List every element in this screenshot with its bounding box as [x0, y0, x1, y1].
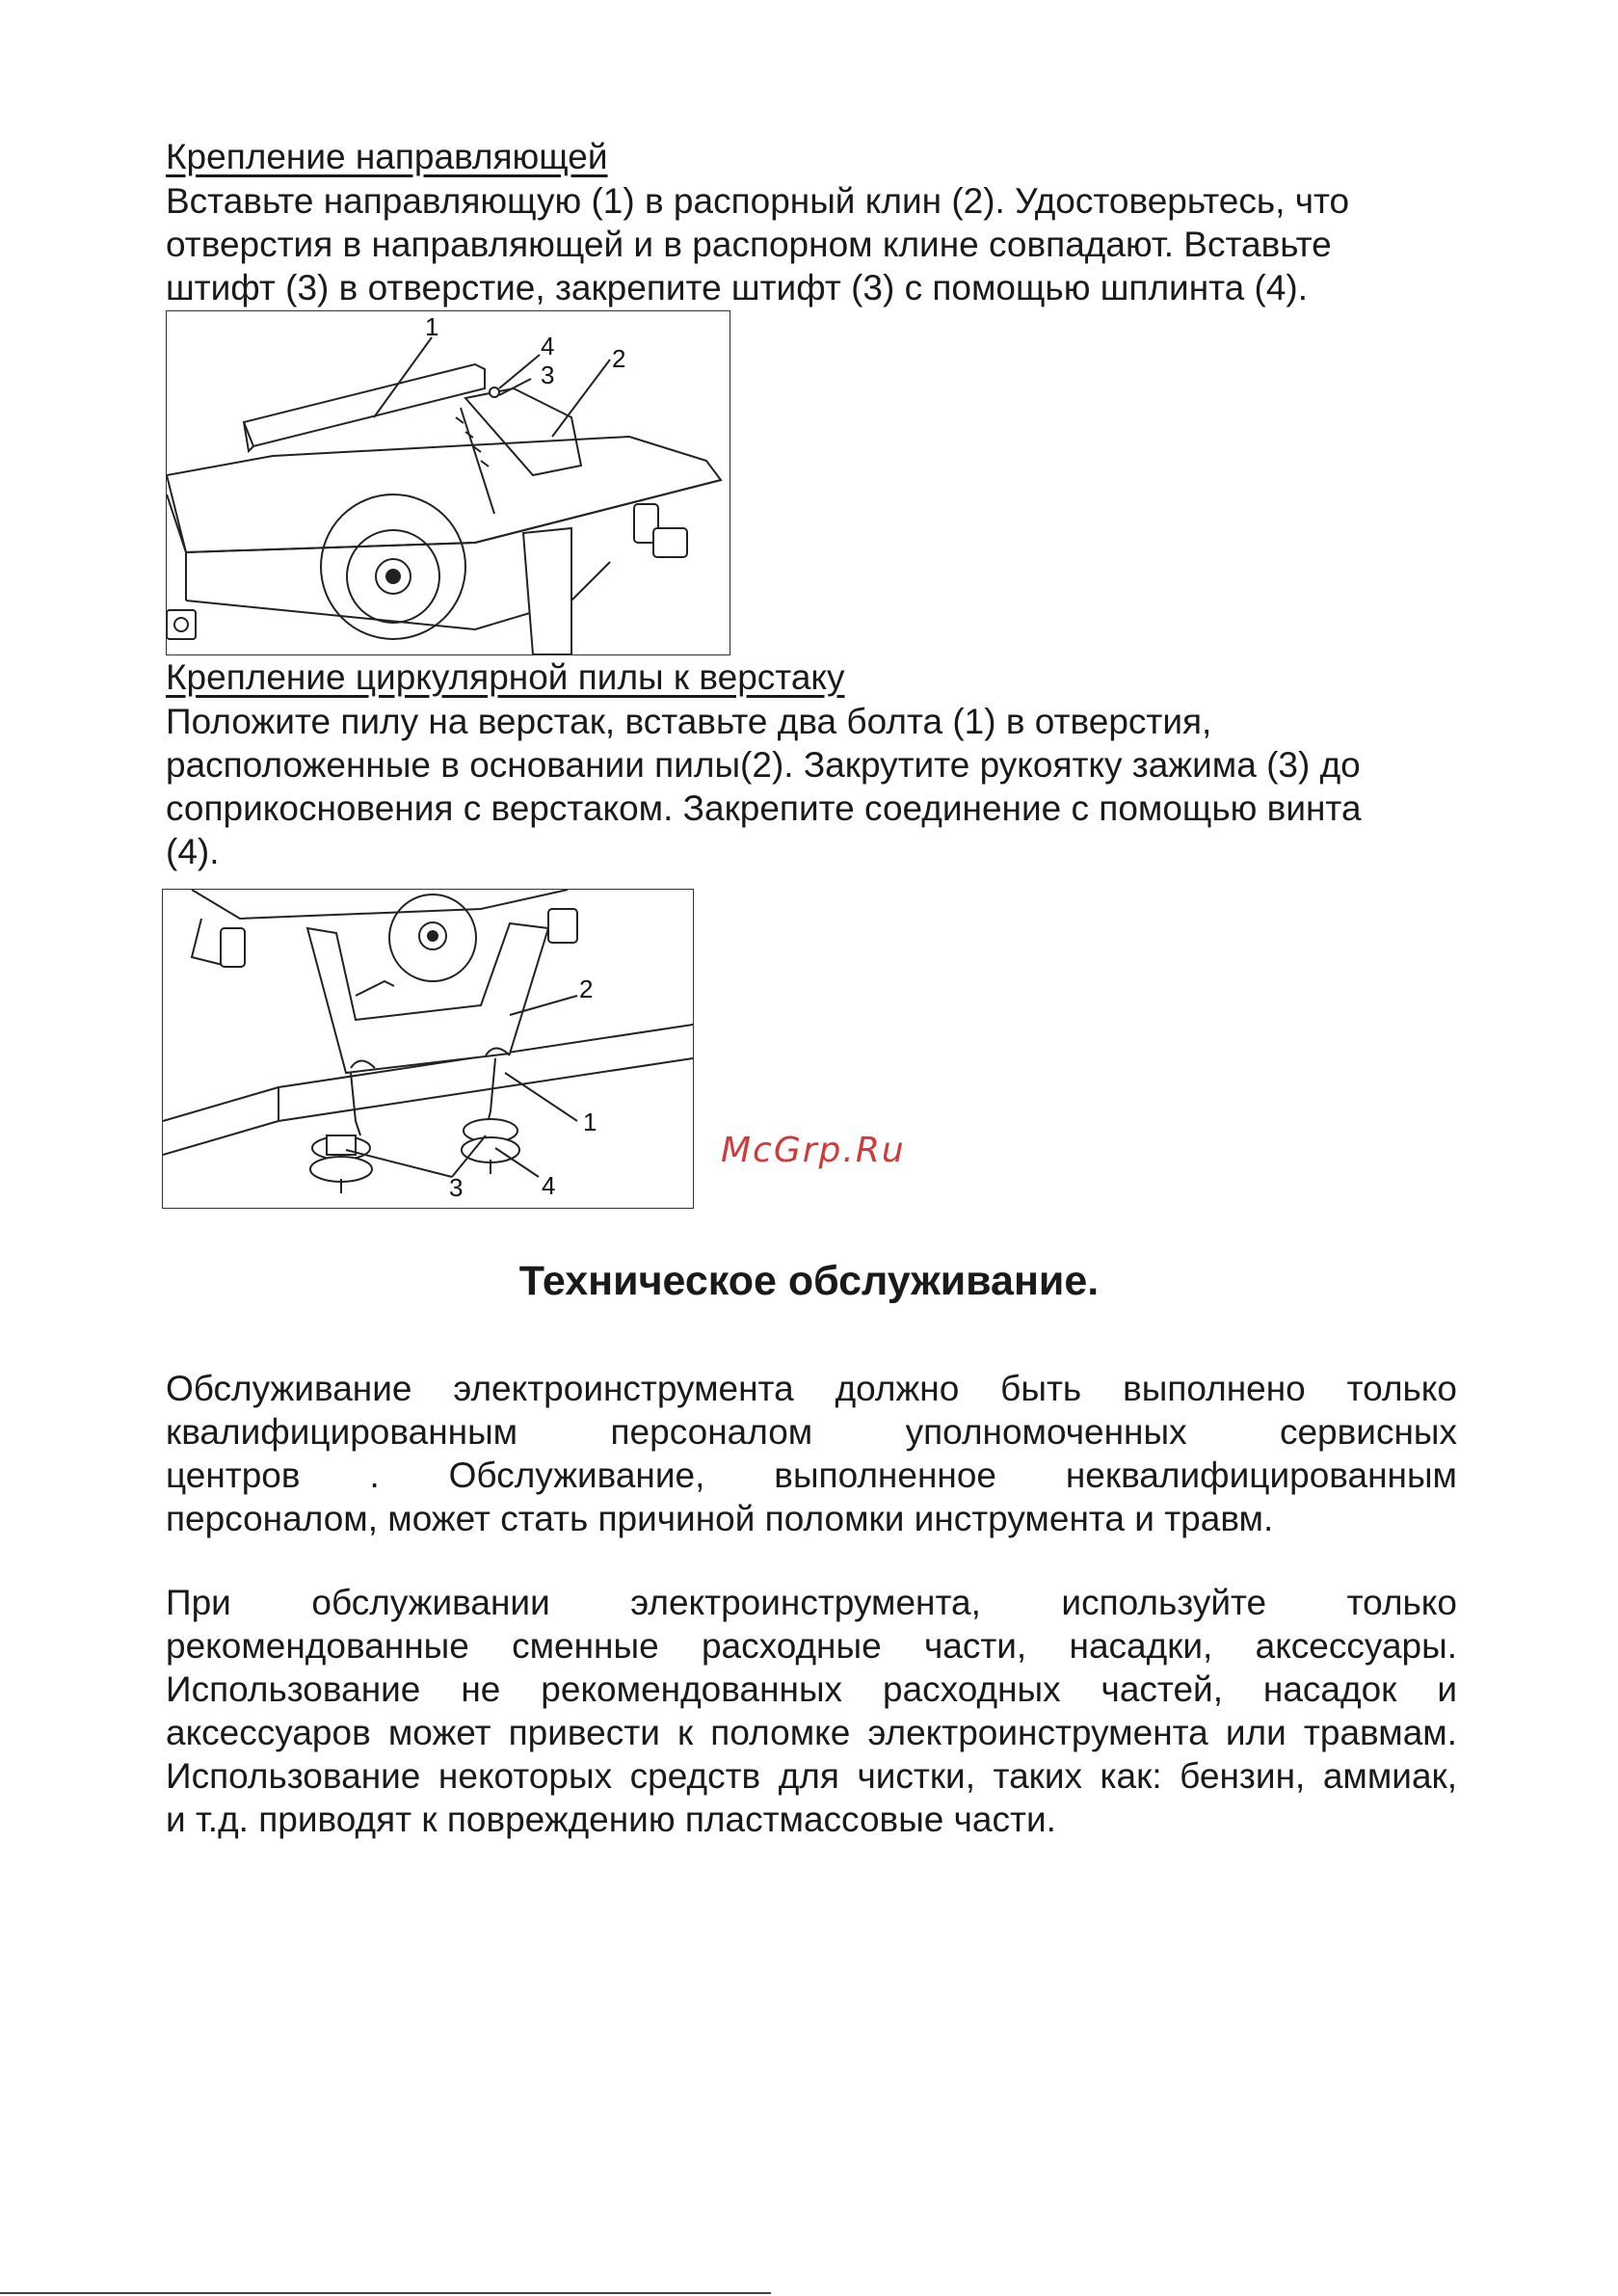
- text-line: расположенные в основании пилы(2). Закрутите рукоятку зажима (3) до: [166, 745, 1361, 785]
- figure-label: 2: [579, 974, 594, 1003]
- maintenance-paragraph-1: [166, 1367, 1457, 1540]
- text-line: персоналом, может стать причиной поломки инструмента и травм.: [166, 1499, 1274, 1538]
- figure-label: 2: [612, 344, 626, 373]
- watermark: McGrp.Ru: [721, 1131, 906, 1170]
- text-line: Использование некоторых средств для чистки, таких как: бензин, аммиак,: [166, 1756, 1457, 1796]
- section-workbench-mounting: [166, 655, 1457, 873]
- maintenance-paragraph-2: [166, 1581, 1457, 1841]
- figure-label: 4: [542, 1171, 556, 1200]
- section-text-guide: [166, 179, 1457, 309]
- text-line: (4).: [166, 832, 220, 871]
- text-line: Положите пилу на верстак, вставьте два болта (1) в отверстия,: [166, 702, 1212, 741]
- text-line: Вставьте направляющую (1) в распорный клин (2). Удостоверьтесь, что: [166, 181, 1350, 221]
- text-line: Использование не рекомендованных расходных частей, насадок и: [166, 1669, 1457, 1709]
- figure-label: 4: [541, 332, 555, 360]
- section-text-workbench: [166, 700, 1457, 873]
- figure-label: 3: [449, 1173, 464, 1202]
- section-heading-workbench: Крепление циркулярной пилы к верстаку: [166, 657, 845, 697]
- workbench-mounting-illustration: [163, 890, 693, 1208]
- text-line: рекомендованные сменные расходные части, насадки, аксессуары.: [166, 1626, 1457, 1666]
- section-guide-mounting: [166, 135, 1457, 309]
- text-line: Обслуживание электроинструмента должно быть выполнено только: [166, 1369, 1457, 1408]
- figure-guide-mounting: [166, 310, 730, 655]
- paragraph: [166, 1581, 1457, 1841]
- figure-workbench-mounting: [162, 889, 694, 1209]
- figure-label: 3: [541, 360, 555, 389]
- paragraph: [166, 1367, 1457, 1540]
- text-line: квалифицированным персоналом уполномоченных сервисных: [166, 1412, 1457, 1452]
- text-line: центров . Обслуживание, выполненное неквалифицированным: [166, 1455, 1457, 1495]
- section-heading-guide: Крепление направляющей: [166, 137, 608, 176]
- footer-rule: [0, 2292, 771, 2294]
- guide-mounting-illustration: [167, 311, 729, 654]
- text-line: и т.д. приводят к повреждению пластмассовые части.: [166, 1800, 1056, 1839]
- text-line: При обслуживании электроинструмента, используйте только: [166, 1583, 1457, 1622]
- figure-label: 1: [425, 312, 439, 341]
- figure-label: 1: [583, 1108, 597, 1136]
- text-line: соприкосновения с верстаком. Закрепите соединение с помощью винта: [166, 788, 1362, 828]
- text-line: штифт (3) в отверстие, закрепите штифт (3) с помощью шплинта (4).: [166, 268, 1309, 307]
- text-line: отверстия в направляющей и в распорном клине совпадают. Вставьте: [166, 225, 1332, 264]
- section-title-maintenance: Техническое обслуживание.: [518, 1258, 1100, 1304]
- text-line: аксессуаров может привести к поломке электроинструмента или травмам.: [166, 1713, 1457, 1752]
